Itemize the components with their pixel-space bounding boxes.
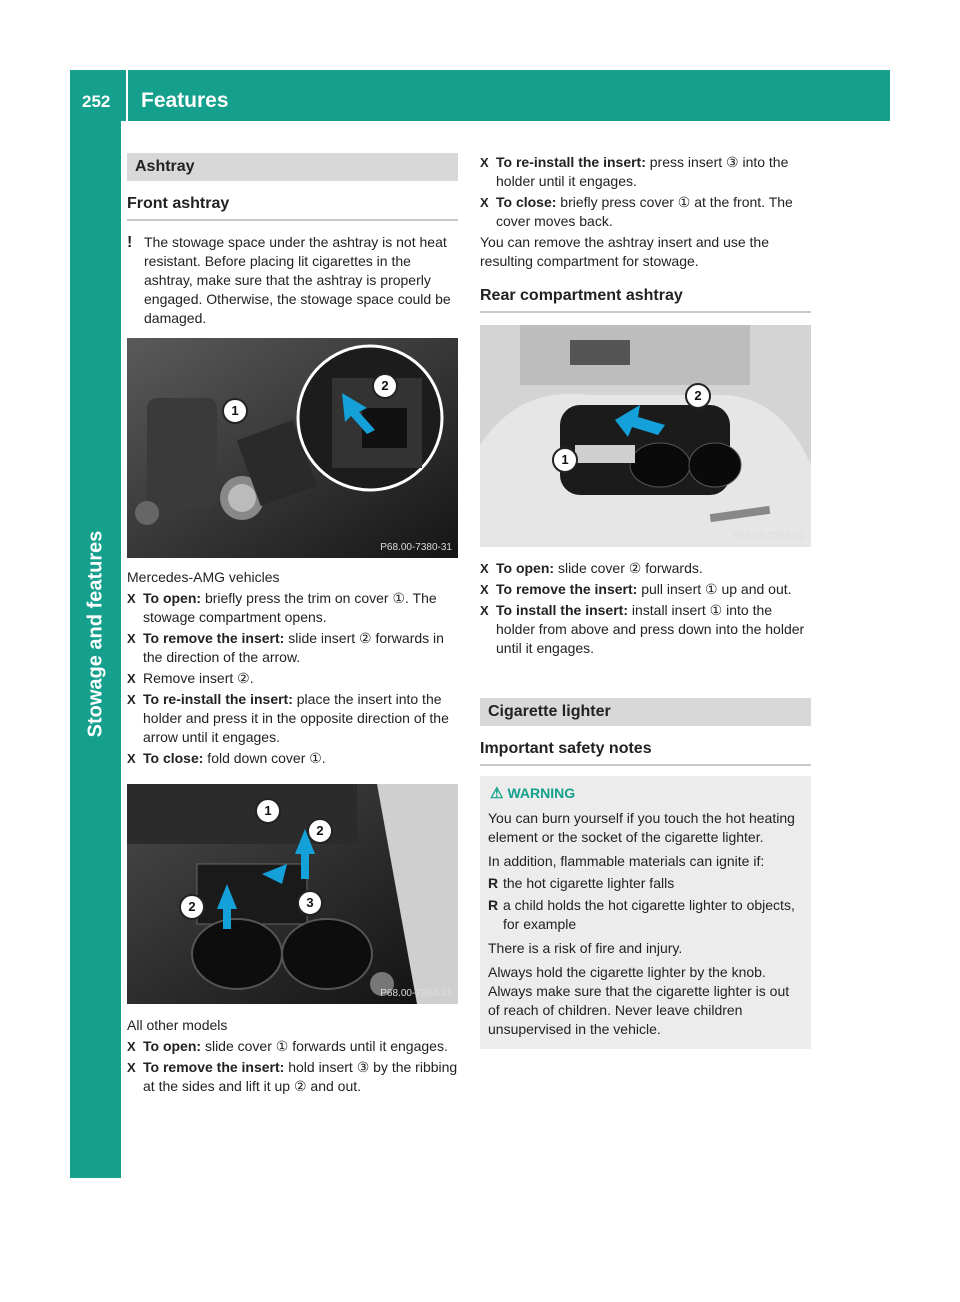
- caution-note: [127, 233, 458, 328]
- rear-steps: [480, 559, 811, 658]
- section-title-cigarette-lighter: Cigarette lighter: [480, 698, 811, 726]
- callout-1: 1: [552, 447, 578, 473]
- list-bullet-icon: R: [488, 897, 499, 913]
- step-item: X To re-install the insert: place the insert into the holder and press it in the opposite direction of the arrow until it engages.: [127, 691, 449, 745]
- step-item: X To open: slide cover ② forwards.: [480, 560, 703, 576]
- warning-text: You can burn yourself if you touch the hot heating element or the socket of the cigarette lighter.: [488, 810, 795, 845]
- amg-steps: [127, 589, 458, 768]
- list-bullet-icon: R: [488, 875, 499, 891]
- step-arrow-icon: X: [480, 155, 489, 170]
- chapter-label: Stowage and features: [84, 530, 106, 737]
- chapter-tab: [70, 121, 121, 1146]
- step-item: X To remove the insert: pull insert ① up and out.: [480, 581, 792, 597]
- warning-box: [480, 776, 811, 1049]
- step-item: X To close: fold down cover ①.: [127, 750, 326, 766]
- warning-text: There is a risk of fire and injury.: [488, 940, 683, 956]
- other-models-label: All other models: [127, 1017, 228, 1033]
- step-arrow-icon: X: [480, 561, 489, 576]
- callout-1: 1: [222, 398, 248, 424]
- step-item: X To open: briefly press the trim on cover ①. The stowage compartment opens.: [127, 590, 437, 625]
- step-item: X To remove the insert: hold insert ③ by the ribbing at the sides and lift it up ② and out.: [127, 1059, 458, 1094]
- step-item: X To remove the insert: slide insert ② forwards in the direction of the arrow.: [127, 630, 444, 665]
- callout-1: 1: [255, 798, 281, 824]
- chapter-tab-end: [70, 1146, 121, 1178]
- step-arrow-icon: X: [127, 1039, 136, 1054]
- callout-2: 2: [685, 383, 711, 409]
- warning-triangle-icon: ⚠: [490, 785, 504, 802]
- step-arrow-icon: X: [480, 603, 489, 618]
- right-column: [480, 153, 811, 1049]
- header-divider: [126, 70, 128, 121]
- step-arrow-icon: X: [127, 591, 136, 606]
- step-item: X To re-install the insert: press insert ③ into the holder until it engages.: [480, 154, 789, 189]
- warning-text: Always hold the cigarette lighter by the knob. Always make sure that the cigarette lighter is out of reach of children. Never leave children unsupervised in the vehicle.: [488, 964, 790, 1037]
- step-arrow-icon: X: [480, 195, 489, 210]
- warning-text: In addition, flammable materials can ignite if:: [488, 853, 765, 869]
- warning-list-item: R a child holds the hot cigarette lighter to objects, for example: [488, 897, 795, 932]
- image-code: P68.00-7380-31: [380, 542, 452, 553]
- image-other-ashtray: [127, 784, 458, 1004]
- amg-ashtray-photo: [127, 338, 458, 558]
- step-item: X Remove insert ②.: [127, 670, 254, 686]
- step-item: X To open: slide cover ① forwards until it engages.: [127, 1038, 448, 1054]
- step-arrow-icon: X: [127, 692, 136, 707]
- callout-3: 3: [297, 890, 323, 916]
- image-code: P68.00-7354-31: [380, 988, 452, 999]
- subsection-safety-notes: Important safety notes: [480, 740, 811, 766]
- image-rear-ashtray: [480, 325, 811, 547]
- step-arrow-icon: X: [127, 631, 136, 646]
- left-column: [127, 153, 458, 1098]
- callout-2: 2: [372, 373, 398, 399]
- image-amg-ashtray: [127, 338, 458, 558]
- step-item: X To install the insert: install insert ① into the holder from above and press down into the holder until it engages.: [480, 602, 805, 656]
- section-title-ashtray: Ashtray: [127, 153, 458, 181]
- step-arrow-icon: X: [127, 751, 136, 766]
- warning-list-item: R the hot cigarette lighter falls: [488, 875, 675, 891]
- page-number: 252: [82, 92, 111, 111]
- stowage-note: You can remove the ashtray insert and use the resulting compartment for stowage.: [480, 234, 769, 269]
- step-arrow-icon: X: [127, 1060, 136, 1075]
- callout-2: 2: [307, 818, 333, 844]
- step-item: X To close: briefly press cover ① at the front. The cover moves back.: [480, 194, 793, 229]
- callout-2: 2: [179, 894, 205, 920]
- caution-text: The stowage space under the ashtray is not heat resistant. Before placing lit cigarettes in the ashtray, make sure that the ashtray is properly engaged. Otherwise, the stowage space could be damaged.: [144, 234, 451, 326]
- image-code: P68.00-7381-31: [733, 531, 805, 542]
- amg-label: Mercedes-AMG vehicles: [127, 569, 280, 585]
- caution-icon: !: [127, 234, 133, 251]
- warning-heading: ⚠ WARNING: [490, 785, 576, 802]
- other-ashtray-photo: [127, 784, 458, 1004]
- step-arrow-icon: X: [480, 582, 489, 597]
- page-title: Features: [141, 89, 229, 112]
- step-arrow-icon: X: [127, 671, 136, 686]
- rear-ashtray-photo: [480, 325, 811, 547]
- reinstall-steps: [480, 153, 811, 231]
- other-steps: [127, 1037, 458, 1096]
- subsection-rear-ashtray: Rear compartment ashtray: [480, 287, 811, 313]
- subsection-front-ashtray: Front ashtray: [127, 195, 458, 221]
